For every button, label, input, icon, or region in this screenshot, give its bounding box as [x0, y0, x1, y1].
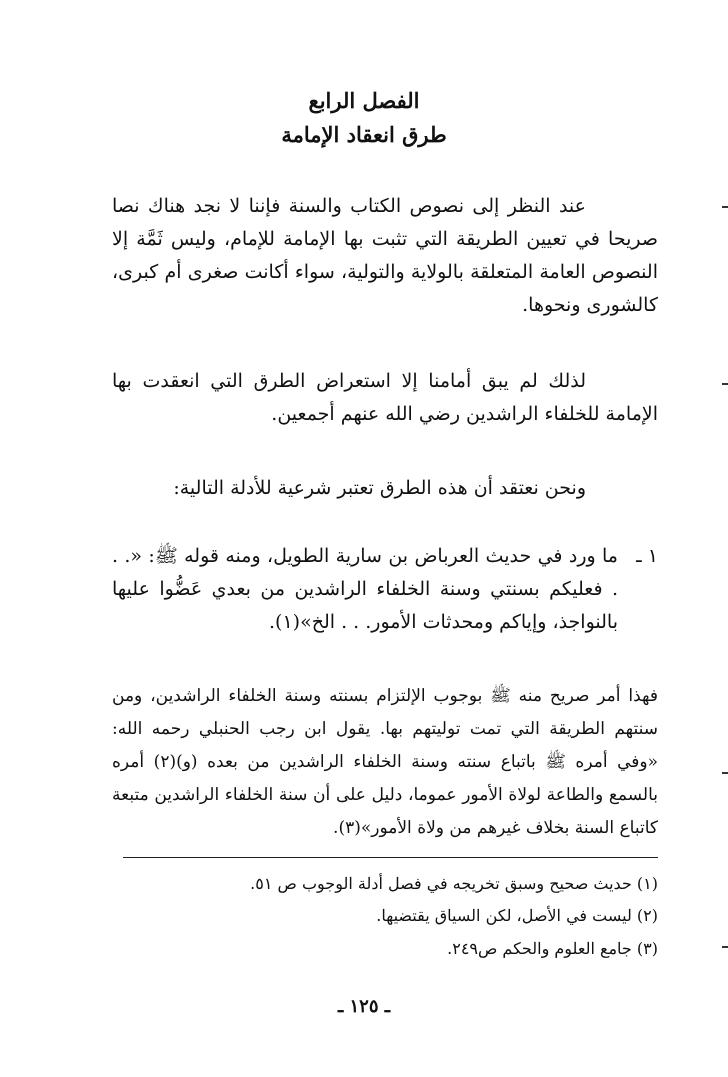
footnote-divider: [123, 857, 658, 858]
chapter-label: الفصل الرابع: [308, 88, 420, 113]
margin-mark: [722, 946, 728, 948]
footnote-1: (١) حديث صحيح وسبق تخريجه في فصل أدلة الوجوب ص ٥١.: [250, 874, 658, 893]
list-item-number: ١ ـ: [636, 545, 658, 567]
paragraph-intro: [112, 190, 658, 322]
paragraph-intro-text: عند النظر إلى نصوص الكتاب والسنة فإننا لا نجد هناك نصا صريحا في تعيين الطريقة التي تثبت بها الإمامة للإمام، وليس ثَمَّة إلا النصوص العامة المتعلقة بالولاية والتولية، سواء أكانت صغرى أم كبرى، كالشورى ونحوها.: [112, 195, 658, 316]
footnote-2: (٢) ليست في الأصل، لكن السياق يقتضيها.: [376, 906, 658, 925]
margin-mark: [722, 772, 728, 774]
paragraph-fourth: فهذا أمر صريح منه ﷺ بوجوب الإلتزام بسنته وسنة الخلفاء الراشدين، ومن سنتهم الطريقة التي تمت توليتهم بها. يقول ابن رجب الحنبلي رحمه الله: «وفي أمره ﷺ باتباع سنته وسنة الخلفاء الراشدين من بعده (و)(٢) أمره بالسمع والطاعة لولاة الأمور عموما، دليل على أن سنة الخلفاء الراشدين متبعة كاتباع السنة بخلاف غيرهم من ولاة الأمور»(٣).: [112, 686, 659, 838]
list-item-evidence-1: [112, 540, 658, 639]
chapter-title: طرق انعقاد الإمامة: [281, 122, 447, 147]
footnote-3: (٣) جامع العلوم والحكم ص٢٤٩.: [447, 939, 658, 958]
paragraph-third: [112, 472, 658, 505]
paragraph-second: [112, 365, 658, 431]
list-item-text: ما ورد في حديث العرباض بن سارية الطويل، ومنه قوله ﷺ: «. . . فعليكم بسنتي وسنة الخلفاء الراشدين من بعدي عَضُّوا عليها بالنواجذ، وإياكم ومحدثات الأمور. . . الخ»(١).: [112, 545, 618, 633]
page-number: ـ ١٢٥ ـ: [337, 996, 391, 1017]
paragraph-third-text: ونحن نعتقد أن هذه الطرق تعتبر شرعية للأدلة التالية:: [173, 477, 586, 499]
paragraph-second-text: لذلك لم يبق أمامنا إلا استعراض الطرق التي انعقدت بها الإمامة للخلفاء الراشدين رضي الله عنهم أجمعين.: [112, 370, 658, 425]
margin-mark: [722, 383, 728, 385]
margin-mark: [722, 206, 728, 208]
